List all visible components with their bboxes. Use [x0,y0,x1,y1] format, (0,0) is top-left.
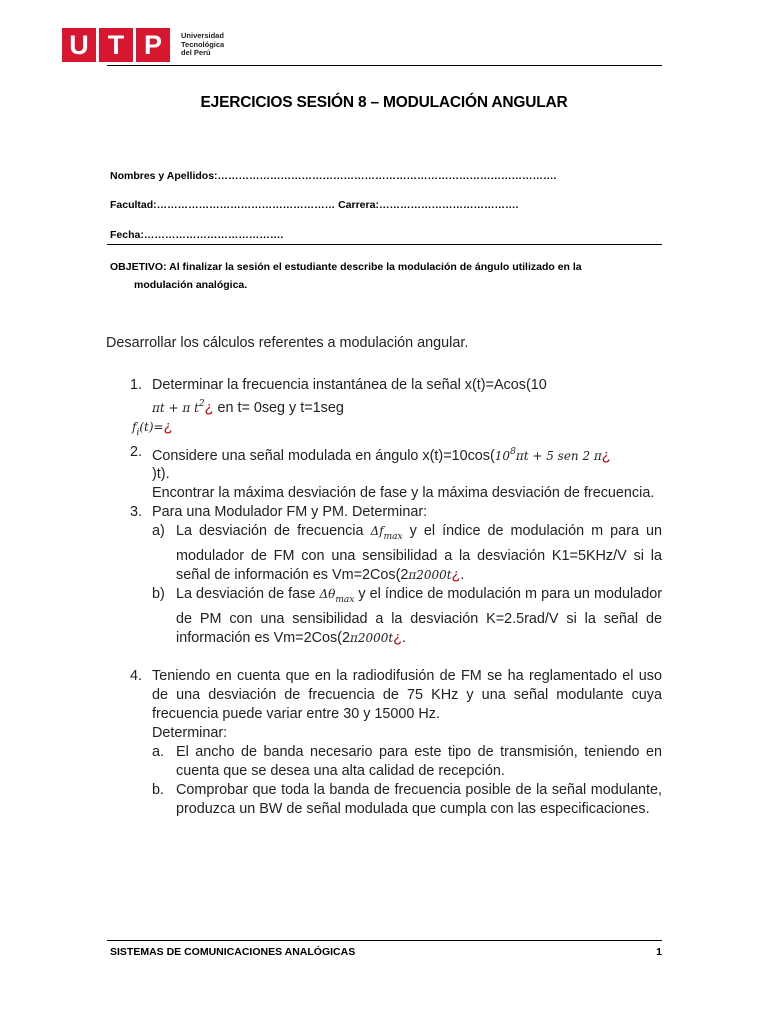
header-divider [107,65,662,66]
form-divider [107,244,662,245]
footer-divider [107,940,662,941]
logo-letter-u: U [62,28,96,62]
exercise-3: 3. Para una Modulador FM y PM. Determinar: a) La desviación de frecuencia $\Delta f_{max}$ y el índice de modulación m para un modulador de FM con una sensibilidad a la desviación K1=5KHz/V si la señal de información es Vm=2Cos(2π2000t¿. b) La desviación de fase $\Delta\theta_{max}$ y el índice de modulación m para un modulador de PM con una sensibilidad a la desviación K=2.5rad/V si la señal de información es Vm=2Cos(2π2000t¿. [130,504,663,647]
exercise-1-formula: $f_i(t)=¿$ [132,418,173,438]
page-title: EJERCICIOS SESIÓN 8 – MODULACIÓN ANGULAR [200,94,568,111]
page-footer [110,946,662,958]
exercise-list [130,376,662,819]
logo-letter-t: T [99,28,133,62]
exercise-2: 2. Considere una señal modulada en ángulo $x(t)=10\cos(10^8\pi t + 5$ sen 2 π¿ )t). Encontrar la máxima desviación de fase y la máxima desviación de frecuencia. [130,443,655,502]
exercise-1: 1. Determinar la frecuencia instantánea de la señal x(t)=Acos(10 πt + π $t^2¿$ en t= 0seg y t=1seg [130,377,547,416]
exercise-3b: b) La desviación de fase $\Delta\theta_{max}$ y el índice de modulación m para un modulador de PM con una sensibilidad a la desviación K=2.5rad/V si la señal de información es Vm=2Cos(2π2000t¿. [152,586,662,647]
objective: OBJETIVO: Al finalizar la sesión el estudiante describe la modulación de ángulo utilizado en la modulación analógica. [110,261,582,291]
course-name: SISTEMAS DE COMUNICACIONES ANALÓGICAS [110,946,356,958]
names-field: Nombres y Apellidos:……………………………………………………………………………………. [110,170,557,182]
intro-text: Desarrollar los cálculos referentes a modulación angular. [106,335,469,351]
utp-logo [62,26,224,64]
logo-university-name: Universidad Tecnológica del Perú [181,31,225,58]
exercise-3a: a) La desviación de frecuencia $\Delta f_{max}$ y el índice de modulación m para un modulador de FM con una sensibilidad a la desviación K1=5KHz/V si la señal de información es Vm=2Cos(2π2000t¿. [152,523,663,584]
exercise-4b: b. Comprobar que toda la banda de frecuencia posible de la señal modulante, produzca un BW de señal modulada que cumpla con las especificaciones. [152,782,662,818]
logo-letter-p: P [136,28,170,62]
exercise-4a: a. El ancho de banda necesario para este tipo de transmisión, teniendo en cuenta que se desea una alta calidad de recepción. [152,744,662,780]
exercise-4: 4. Teniendo en cuenta que en la radiodifusión de FM se ha reglamentado el uso de una desviación de frecuencia de 75 KHz y una señal modulante cuya frecuencia puede variar entre 30 y 15000 Hz. Determinar: a. El ancho de banda necesario para este tipo de transmisión, teniendo en cuenta que se desea una alta calidad de recepción. b. Comprobar que toda la banda de frecuencia posible de la señal modulante, produzca un BW de señal modulada que cumpla con las especificaciones. [130,668,662,818]
page-number: 1 [656,946,662,958]
date-field: Fecha:…………………………………. [110,229,284,241]
faculty-career-field: Facultad:…………………………………………… Carrera:…………………………………. [110,199,519,211]
